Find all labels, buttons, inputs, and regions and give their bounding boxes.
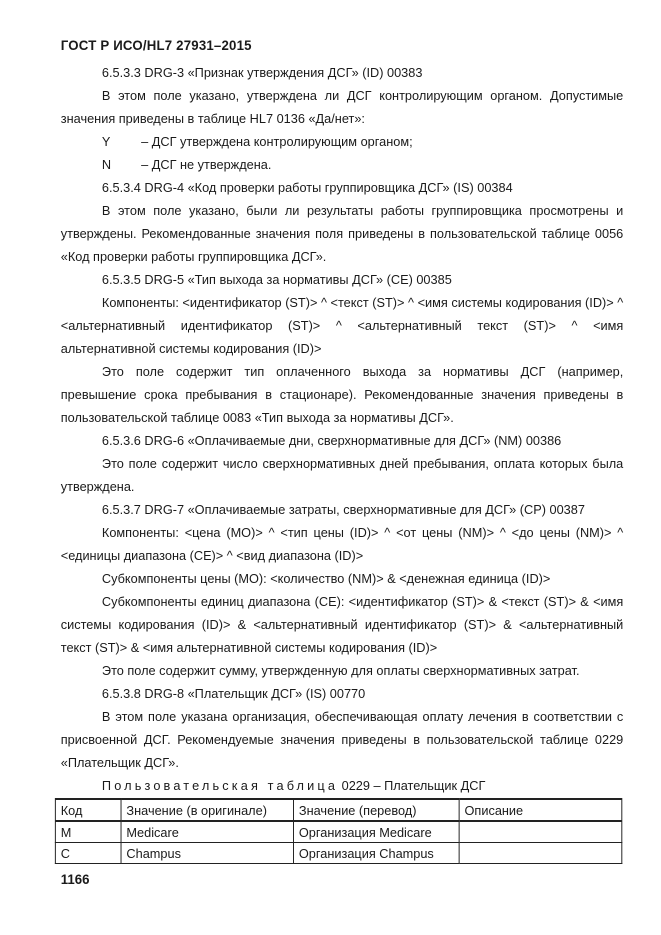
column-header: Описание [459, 799, 622, 821]
section-heading: 6.5.3.3 DRG-3 «Признак утверждения ДСГ» (ID) 00383 [101, 65, 423, 80]
table-title-label: Пользовательская таблица [101, 778, 339, 793]
paragraph: Компоненты: <идентификатор (ST)> ^ <текст (ST)> ^ <имя системы кодирования (ID)> ^ <альтернативный идентификатор (ST)> ^ <альтернативный текст (ST)> ^ <имя альтернативной системы кодирования (ID)> [60, 295, 624, 356]
table-row [55, 821, 621, 843]
definition-desc: – ДСГ не утверждена. [141, 157, 272, 172]
section-heading: 6.5.3.4 DRG-4 «Код проверки работы группировщика ДСГ» (IS) 00384 [101, 180, 513, 195]
paragraph: В этом поле указана организация, обеспечивающая оплату лечения в соответствии с присвоенной ДСГ. Рекомендуемые значения приведены в пользовательской таблице 0229 «Плательщик ДСГ». [60, 709, 624, 770]
column-header: Значение (перевод) [294, 799, 460, 821]
section-heading: 6.5.3.6 DRG-6 «Оплачиваемые дни, сверхнормативные для ДСГ» (NM) 00386 [101, 433, 562, 448]
table-header-row [55, 799, 621, 821]
table-cell: Champus [121, 843, 293, 864]
definition-desc: – ДСГ утверждена контролирующим органом; [141, 134, 413, 149]
paragraph: Субкомпоненты единиц диапазона (CE): <идентификатор (ST)> & <текст (ST)> & <имя системы кодирования (ID)> & <альтернативный идентификатор (ST)> & <альтернативный текст (ST)> & <имя альтернативной системы кодирования (ID)> [60, 594, 624, 655]
definition-item [61, 130, 624, 153]
standard-header: ГОСТ Р ИСО/HL7 27931–2015 [60, 38, 252, 53]
table-cell: C [55, 843, 121, 864]
table-row [55, 843, 621, 864]
table-cell: Medicare [121, 821, 293, 843]
paragraph: Это поле содержит сумму, утвержденную для оплаты сверхнормативных затрат. [101, 663, 580, 678]
definition-item [61, 153, 624, 176]
paragraph: Это поле содержит число сверхнормативных дней пребывания, оплата которых была утверждена. [60, 456, 624, 494]
paragraph: Компоненты: <цена (MO)> ^ <тип цены (ID)> ^ <от цены (NM)> ^ <до цены (NM)> ^ <единицы диапазона (CE)> ^ <вид диапазона (ID)> [60, 525, 624, 563]
table-cell: Организация Champus [294, 843, 460, 864]
paragraph: В этом поле указано, утверждена ли ДСГ контролирующим органом. Допустимые значения приведены в таблице HL7 0136 «Да/нет»: [60, 88, 624, 126]
payer-table [55, 798, 622, 864]
table-cell [459, 843, 622, 864]
paragraph: Субкомпоненты цены (MO): <количество (NM)> & <денежная единица (ID)> [101, 571, 551, 586]
definition-term: Y [101, 134, 111, 149]
page-number: 1166 [60, 872, 90, 887]
section-heading: 6.5.3.7 DRG-7 «Оплачиваемые затраты, сверхнормативные для ДСГ» (CP) 00387 [101, 502, 585, 517]
column-header: Код [55, 799, 121, 821]
section-heading: 6.5.3.5 DRG-5 «Тип выхода за нормативы ДСГ» (CE) 00385 [101, 272, 452, 287]
paragraph: Это поле содержит тип оплаченного выхода за нормативы ДСГ (например, превышение срока пребывания в стационаре). Рекомендованные значения приведены в пользовательской таблице 0083 «Тип выхода за нормативы ДСГ». [60, 364, 624, 425]
table-cell: Организация Medicare [294, 821, 460, 843]
definition-term: N [101, 157, 112, 172]
table-title [61, 774, 624, 797]
document-body [61, 61, 624, 797]
column-header: Значение (в оригинале) [121, 799, 293, 821]
paragraph: В этом поле указано, были ли результаты работы группировщика просмотрены и утверждены. Рекомендованные значения поля приведены в пользовательской таблице 0056 «Код проверки работы группировщика ДСГ». [60, 203, 624, 264]
table-cell [459, 821, 622, 843]
section-heading: 6.5.3.8 DRG-8 «Плательщик ДСГ» (IS) 00770 [101, 686, 366, 701]
table-title-name: 0229 – Плательщик ДСГ [341, 778, 486, 793]
table-cell: M [55, 821, 121, 843]
